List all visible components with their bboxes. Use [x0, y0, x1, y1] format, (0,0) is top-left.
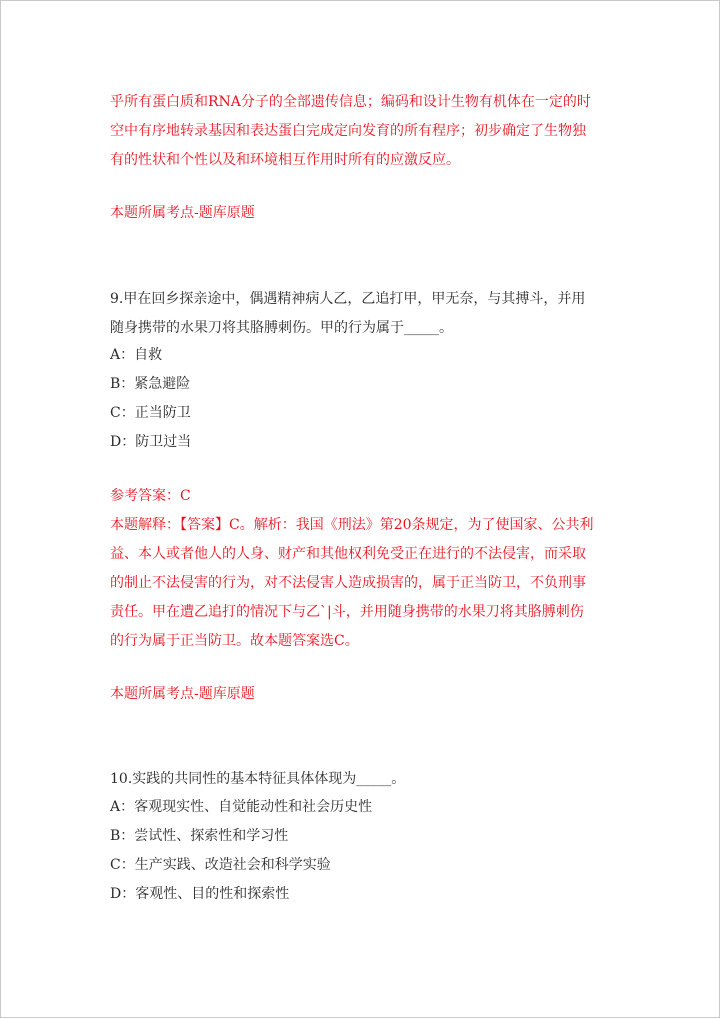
explanation-line: 空中有序地转录基因和表达蛋白完成定向发育的所有程序；初步确定了生物独	[110, 123, 586, 139]
q9-options	[110, 341, 615, 457]
question-stem-line: 10.实践的共同性的基本特征具体体现为_____。	[110, 771, 406, 787]
option-c: C：正当防卫	[110, 405, 191, 421]
q9-answer-block	[110, 482, 615, 656]
explanation-line: 的行为属于正当防卫。故本题答案选C。	[110, 633, 359, 649]
explanation-line: 本题解释：【答案】C。解析：我国《刑法》第20条规定，为了使国家、公共利	[110, 517, 594, 533]
option-a: A：自救	[110, 347, 163, 363]
question-stem-line: 随身携带的水果刀将其胳膊刺伤。甲的行为属于_____。	[110, 320, 453, 336]
explanation-line: 益、本人或者他人的人身、财产和其他权利免受正在进行的不法侵害，而采取	[110, 546, 586, 562]
explanation-line: 乎所有蛋白质和RNA分子的全部遗传信息；编码和设计生物有机体在一定的时	[110, 94, 591, 110]
q9-stem	[110, 285, 615, 343]
option-a: A：客观现实性、自觉能动性和社会历史性	[110, 799, 373, 815]
explanation-line: 有的性状和个性以及和环境相互作用时所有的应激反应。	[110, 152, 460, 168]
question-stem-line: 9.甲在回乡探亲途中，偶遇精神病人乙，乙追打甲，甲无奈，与其搏斗，并用	[110, 291, 586, 307]
q8-explanation	[110, 88, 615, 175]
explanation-line: 的制止不法侵害的行为，对不法侵害人造成损害的，属于正当防卫，不负刑事	[110, 575, 586, 591]
answer-label: 参考答案：C	[110, 488, 191, 504]
option-b: B：尝试性、探索性和学习性	[110, 828, 289, 844]
q8-source	[110, 199, 615, 228]
explanation-line: 责任。甲在遭乙追打的情况下与乙`|斗，并用随身携带的水果刀将其胳膊刺伤	[110, 604, 584, 620]
option-d: D：防卫过当	[110, 434, 192, 450]
q9-source	[110, 680, 615, 709]
q10-options	[110, 793, 615, 909]
source-label: 本题所属考点-题库原题	[110, 205, 255, 221]
option-c: C：生产实践、改造社会和科学实验	[110, 857, 331, 873]
option-b: B：紧急避险	[110, 376, 191, 392]
q10-stem	[110, 765, 615, 794]
source-label: 本题所属考点-题库原题	[110, 686, 255, 702]
option-d: D：客观性、目的性和探索性	[110, 886, 290, 902]
